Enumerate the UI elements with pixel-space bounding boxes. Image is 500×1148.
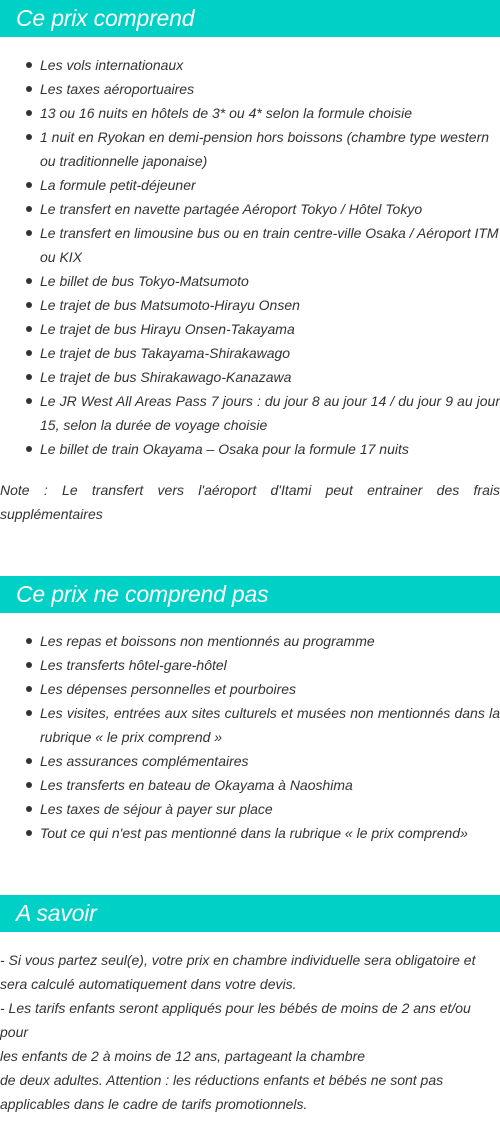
section-title-good-to-know: A savoir <box>16 900 97 926</box>
list-item: Le billet de train Okayama – Osaka pour la formule 17 nuits <box>0 437 500 461</box>
section-title-included: Ce prix comprend <box>16 5 195 31</box>
list-item: Les taxes aéroportuaires <box>0 77 500 101</box>
list-item: Tout ce qui n'est pas mentionné dans la rubrique « le prix comprend» <box>0 821 500 845</box>
list-item: Les taxes de séjour à payer sur place <box>0 797 500 821</box>
list-item: Le JR West All Areas Pass 7 jours : du jour 8 au jour 14 / du jour 9 au jour 15, selon la durée de voyage choisie <box>0 389 500 437</box>
list-item: Le trajet de bus Shirakawago-Kanazawa <box>0 365 500 389</box>
list-item: 13 ou 16 nuits en hôtels de 3* ou 4* selon la formule choisie <box>0 101 500 125</box>
list-item: Le trajet de bus Matsumoto-Hirayu Onsen <box>0 293 500 317</box>
list-item: La formule petit-déjeuner <box>0 173 500 197</box>
text-line: les enfants de 2 à moins de 12 ans, partageant la chambre <box>0 1048 366 1064</box>
list-item: Le transfert en navette partagée Aéroport Tokyo / Hôtel Tokyo <box>0 197 500 221</box>
included-list <box>0 53 500 461</box>
list-item: Les visites, entrées aux sites culturels et musées non mentionnés dans la rubrique « le prix comprend » <box>0 701 500 749</box>
list-item: Le transfert en limousine bus ou en train centre-ville Osaka / Aéroport ITM ou KIX <box>0 221 500 269</box>
section-header-not-included <box>0 576 500 613</box>
section-not-included <box>0 576 500 845</box>
section-included <box>0 0 500 526</box>
section-good-to-know <box>0 895 500 1116</box>
list-item: Le trajet de bus Hirayu Onsen-Takayama <box>0 317 500 341</box>
list-item: Les dépenses personnelles et pourboires <box>0 677 500 701</box>
text-line: - Si vous partez seul(e), votre prix en chambre individuelle sera obligatoire et <box>0 952 476 968</box>
list-item: 1 nuit en Ryokan en demi-pension hors boissons (chambre type western ou traditionnelle japonaise) <box>0 125 500 173</box>
note-text: Note : Le transfert vers l'aéroport d'Itami peut entrainer des frais supplémentaires <box>0 482 500 522</box>
text-line: applicables dans le cadre de tarifs promotionnels. <box>0 1096 308 1112</box>
list-item: Les repas et boissons non mentionnés au programme <box>0 629 500 653</box>
list-item: Les vols internationaux <box>0 53 500 77</box>
section-title-not-included: Ce prix ne comprend pas <box>16 581 269 607</box>
section-header-good-to-know <box>0 895 500 932</box>
text-line: - Les tarifs enfants seront appliqués pour les bébés de moins de 2 ans et/ou pour <box>0 1000 471 1040</box>
list-item: Les transferts en bateau de Okayama à Naoshima <box>0 773 500 797</box>
list-item: Le billet de bus Tokyo-Matsumoto <box>0 269 500 293</box>
text-line: de deux adultes. Attention : les réductions enfants et bébés ne sont pas <box>0 1072 444 1088</box>
not-included-list <box>0 629 500 845</box>
text-line: sera calculé automatiquement dans votre devis. <box>0 976 297 992</box>
list-item: Les transferts hôtel-gare-hôtel <box>0 653 500 677</box>
list-item: Les assurances complémentaires <box>0 749 500 773</box>
good-to-know-text <box>0 948 500 1116</box>
section-header-included <box>0 0 500 37</box>
list-item: Le trajet de bus Takayama-Shirakawago <box>0 341 500 365</box>
